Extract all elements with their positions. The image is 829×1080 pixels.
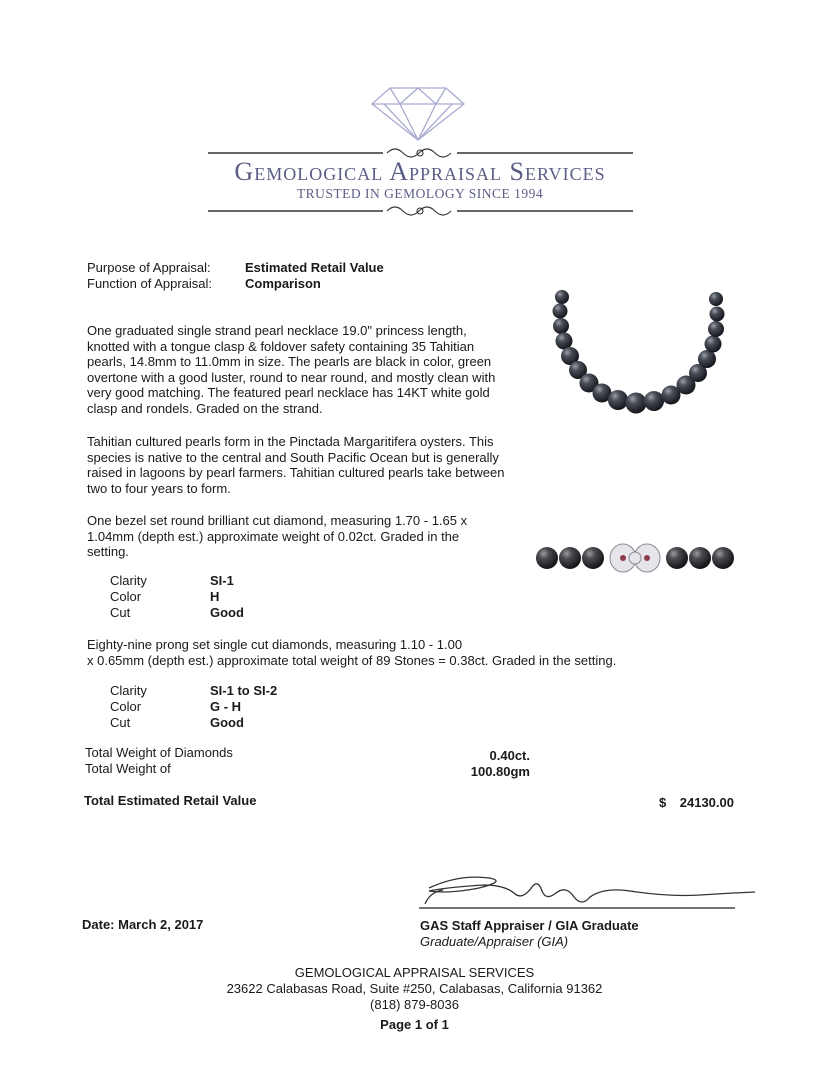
footer-company: GEMOLOGICAL APPRAISAL SERVICES <box>294 965 535 980</box>
total-weight-label: Total Weight of <box>85 761 171 776</box>
company-name: Gemological Appraisal Services <box>234 157 606 186</box>
diamond-icon <box>370 86 466 142</box>
clarity-value-2: SI-1 to SI-2 <box>210 683 278 698</box>
footer-address: 23622 Calabasas Road, Suite #250, Calabasas, California 91362 <box>226 981 603 996</box>
appraiser-title: GAS Staff Appraiser / GIA Graduate <box>420 918 639 933</box>
color-label-1: Color <box>110 589 142 604</box>
total-retail-value: 24130.00 <box>679 795 734 810</box>
tahitian-pearl-info: Tahitian cultured pearls form in the Pinctada Margaritifera oysters. This species is native to the central and South Pacific Ocean but is generally raised in lagoons by pearl farmers. Tahitian cultured pearls take between two to four years to form. <box>87 434 505 496</box>
color-value-2: G - H <box>210 699 242 714</box>
purpose-label: Purpose of Appraisal: <box>87 260 211 275</box>
necklace-description: One graduated single strand pearl necklace 19.0" princess length, knotted with a tongue clasp & foldover safety containing 35 Tahitian pearls, 14.8mm to 11.0mm in size. The pearls are black in color, green overtone with a good luster, round to near round, and mostly clean with very good matching. The featured pearl necklace has 14KT white gold clasp and rondels. Graded on the strand. <box>87 323 496 416</box>
total-weight-value: 100.80gm <box>470 764 530 779</box>
prong-diamonds-line-2: x 0.65mm (depth est.) approximate total weight of 89 Stones = 0.38ct. Graded in the setting. <box>87 653 617 668</box>
cut-value-2: Good <box>210 715 244 730</box>
function-value: Comparison <box>245 276 321 291</box>
footer-phone: (818) 879-8036 <box>370 997 459 1012</box>
page-number: Page 1 of 1 <box>380 1017 449 1032</box>
cut-value-1: Good <box>210 605 244 620</box>
color-label-2: Color <box>110 699 142 714</box>
appraisal-date: Date: March 2, 2017 <box>82 917 204 932</box>
prong-diamonds-line-1: Eighty-nine prong set single cut diamonds, measuring 1.10 - 1.00 <box>87 637 463 652</box>
clarity-label-2: Clarity <box>110 683 147 698</box>
bezel-diamond-description: One bezel set round brilliant cut diamond, measuring 1.70 - 1.65 x 1.04mm (depth est.) approximate weight of 0.02ct. Graded in the setting. <box>87 513 468 559</box>
total-diamonds-value: 0.40ct. <box>489 748 530 763</box>
cut-label-1: Cut <box>110 605 131 620</box>
appraiser-signature <box>415 866 790 916</box>
cut-label-2: Cut <box>110 715 131 730</box>
necklace-photo <box>540 287 740 427</box>
clarity-label-1: Clarity <box>110 573 147 588</box>
currency-symbol: $ <box>659 795 667 810</box>
purpose-value: Estimated Retail Value <box>245 260 384 275</box>
total-retail-label: Total Estimated Retail Value <box>84 793 257 808</box>
function-label: Function of Appraisal: <box>87 276 213 291</box>
total-diamonds-label: Total Weight of Diamonds <box>85 745 233 760</box>
color-value-1: H <box>210 589 220 604</box>
clarity-value-1: SI-1 <box>210 573 234 588</box>
company-tagline: TRUSTED IN GEMOLOGY SINCE 1994 <box>296 186 544 201</box>
appraiser-subtitle: Graduate/Appraiser (GIA) <box>420 934 569 949</box>
clasp-photo <box>535 538 735 582</box>
